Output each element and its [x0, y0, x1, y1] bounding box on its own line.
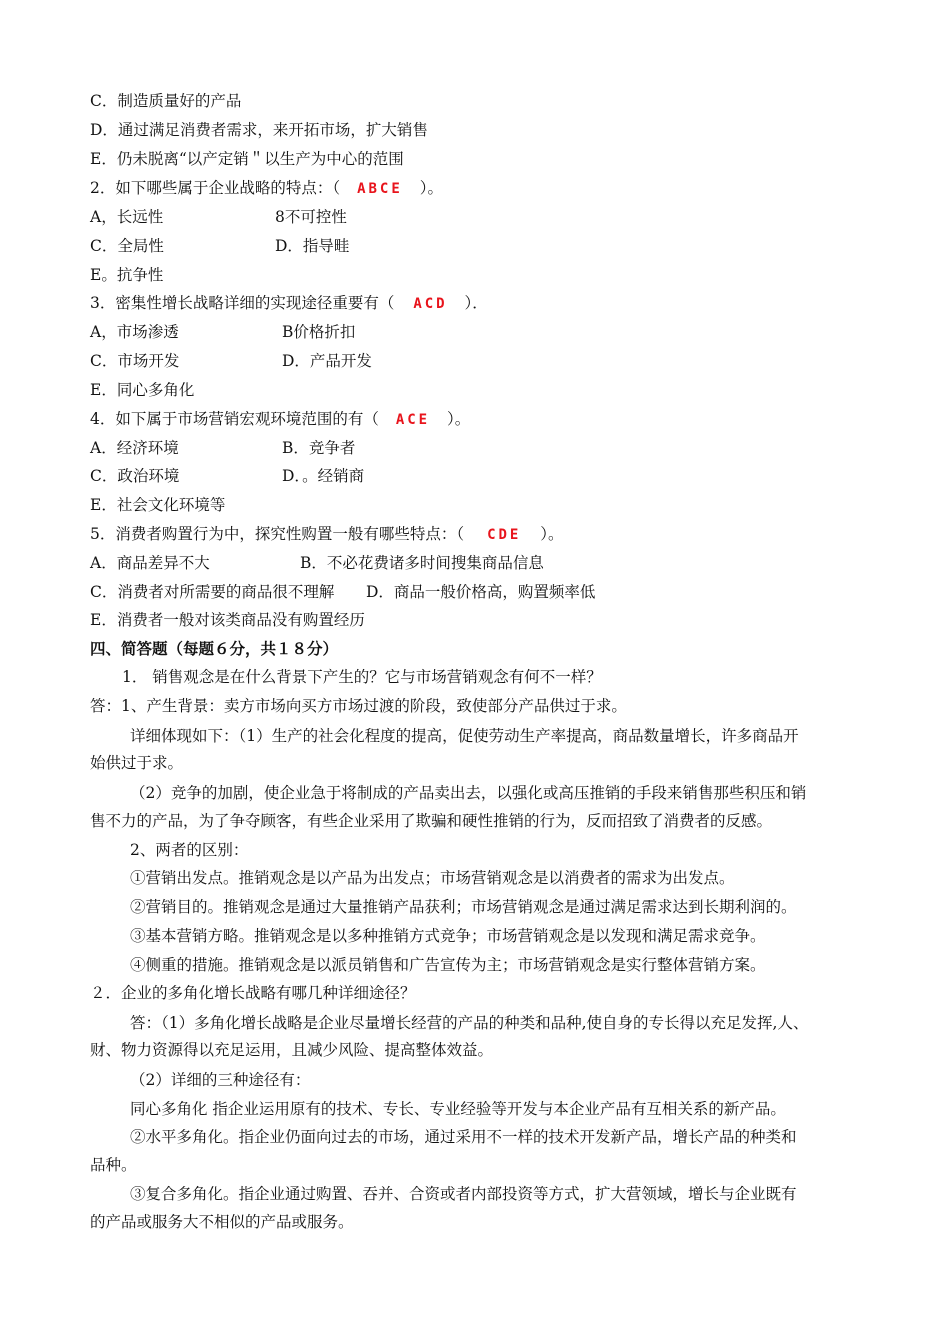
q5-stem	[90, 524, 564, 545]
q3-option-e: E．同心多角化	[90, 381, 195, 399]
answer2-line1: 答：（1）多角化增长战略是企业尽量增长经营的产品的种类和品种,使自身的专长得以充足发挥,人、	[130, 1014, 809, 1032]
q5-answer: CDE	[487, 527, 522, 543]
q4-option-b: B．竞争者	[282, 439, 356, 457]
answer1-difference-title: 2、两者的区别：	[130, 841, 249, 859]
q3-stem	[90, 293, 488, 314]
q2-option-c: C．全局性	[90, 237, 164, 255]
q4-option-c: C．政治环境	[90, 467, 180, 485]
answer2-conglomerate-line2: 的产品或服务大不相似的产品或服务。	[90, 1213, 354, 1231]
q5-stem-text: 5．消费者购置行为中，探究性购置一般有哪些特点：（	[90, 525, 465, 543]
q3-option-d: D．产品开发	[282, 352, 372, 370]
answer1-difference-1: ①营销出发点。推销观念是以产品为出发点；市场营销观念是以消费者的需求为出发点。	[130, 869, 735, 887]
q5-option-d: D．商品一般价格高，购置频率低	[366, 583, 596, 601]
q2-stem	[90, 178, 443, 199]
q5-stem-end: ）。	[540, 525, 564, 543]
q2-option-a: A，长远性	[90, 208, 164, 226]
q4-stem-end: ）。	[447, 410, 471, 428]
q2-stem-end: ）。	[419, 179, 443, 197]
q1-option-d: D．通过满足消费者需求，来开拓市场，扩大销售	[90, 121, 428, 139]
answer2-horizontal-line1: ②水平多角化。指企业仍面向过去的市场，通过采用不一样的技术开发新产品，增长产品的种类和	[130, 1128, 797, 1146]
q4-stem-text: 4．如下属于市场营销宏观环境范围的有（	[90, 410, 379, 428]
q5-option-c: C．消费者对所需要的商品很不理解	[90, 583, 335, 601]
q5-option-e: E．消费者一般对该类商品没有购置经历	[90, 611, 365, 629]
q2-stem-text: 2．如下哪些属于企业战略的特点：（	[90, 179, 341, 197]
q3-answer: ACD	[413, 296, 448, 312]
answer2-line2: 财、物力资源得以充足运用，且减少风险、提高整体效益。	[90, 1041, 494, 1059]
q2-answer: ABCE	[357, 181, 403, 197]
answer1-competition-line2: 售不力的产品，为了争夺顾客，有些企业采用了欺骗和硬性推销的行为，反而招致了消费者的反感。	[90, 812, 773, 830]
section-heading: 四、简答题（每题６分，共１８分）	[90, 640, 339, 658]
short-answer-q2: ２．企业的多角化增长战略有哪几种详细途径？	[90, 984, 416, 1002]
q4-stem	[90, 409, 470, 430]
answer2-conglomerate-line1: ③复合多角化。指企业通过购置、吞并、合资或者内部投资等方式，扩大营领域，增长与企业既有	[130, 1185, 797, 1203]
answer1-detail-line2: 始供过于求。	[90, 754, 184, 772]
answer1-background: 答：1、产生背景：卖方市场向买方市场过渡的阶段，致使部分产品供过于求。	[90, 697, 627, 715]
q1-option-c: C．制造质量好的产品	[90, 92, 242, 110]
q5-option-a: A．商品差异不大	[90, 554, 210, 572]
q4-option-d: D．。经销商	[282, 467, 365, 485]
answer1-difference-3: ③基本营销方略。推销观念是以多种推销方式竞争；市场营销观念是以发现和满足需求竞争。	[130, 927, 766, 945]
q2-option-b: 8不可控性	[275, 208, 347, 226]
q4-option-a: A．经济环境	[90, 439, 179, 457]
q4-answer: ACE	[395, 412, 431, 428]
q3-option-a: A，市场渗透	[90, 323, 179, 341]
q2-option-d: D．指导畦	[275, 237, 350, 255]
q4-option-e: E．社会文化环境等	[90, 496, 226, 514]
short-answer-q1: 1． 销售观念是在什么背景下产生的？它与市场营销观念有何不一样？	[122, 668, 602, 686]
q5-option-b: B．不必花费诸多时间搜集商品信息	[300, 554, 544, 572]
answer1-difference-4: ④侧重的措施。推销观念是以派员销售和广告宣传为主；市场营销观念是实行整体营销方案。	[130, 956, 766, 974]
answer1-difference-2: ②营销目的。推销观念是通过大量推销产品获利；市场营销观念是通过满足需求达到长期利润的。	[130, 898, 797, 916]
q3-stem-text: 3．密集性增长战略详细的实现途径重要有（	[90, 294, 395, 312]
answer2-paths-title: （2）详细的三种途径有：	[130, 1071, 311, 1089]
q1-option-e: E．仍未脱离“以产定销＂以生产为中心的范围	[90, 150, 404, 168]
answer2-concentric: 同心多角化 指企业运用原有的技术、专长、专业经验等开发与本企业产品有互相关系的新产品。	[130, 1100, 786, 1118]
answer1-competition-line1: （2）竞争的加剧，使企业急于将制成的产品卖出去，以强化或高压推销的手段来销售那些积压和销	[130, 784, 807, 802]
q3-stem-end: ）．	[464, 294, 488, 312]
answer2-horizontal-line2: 品种。	[90, 1156, 137, 1174]
q3-option-c: C．市场开发	[90, 352, 180, 370]
q2-option-e: E。抗争性	[90, 266, 164, 284]
q3-option-b: B价格折扣	[282, 323, 356, 341]
answer1-detail-line1: 详细体现如下：（1）生产的社会化程度的提高，促使劳动生产率提高，商品数量增长，许多商品开	[130, 727, 799, 745]
